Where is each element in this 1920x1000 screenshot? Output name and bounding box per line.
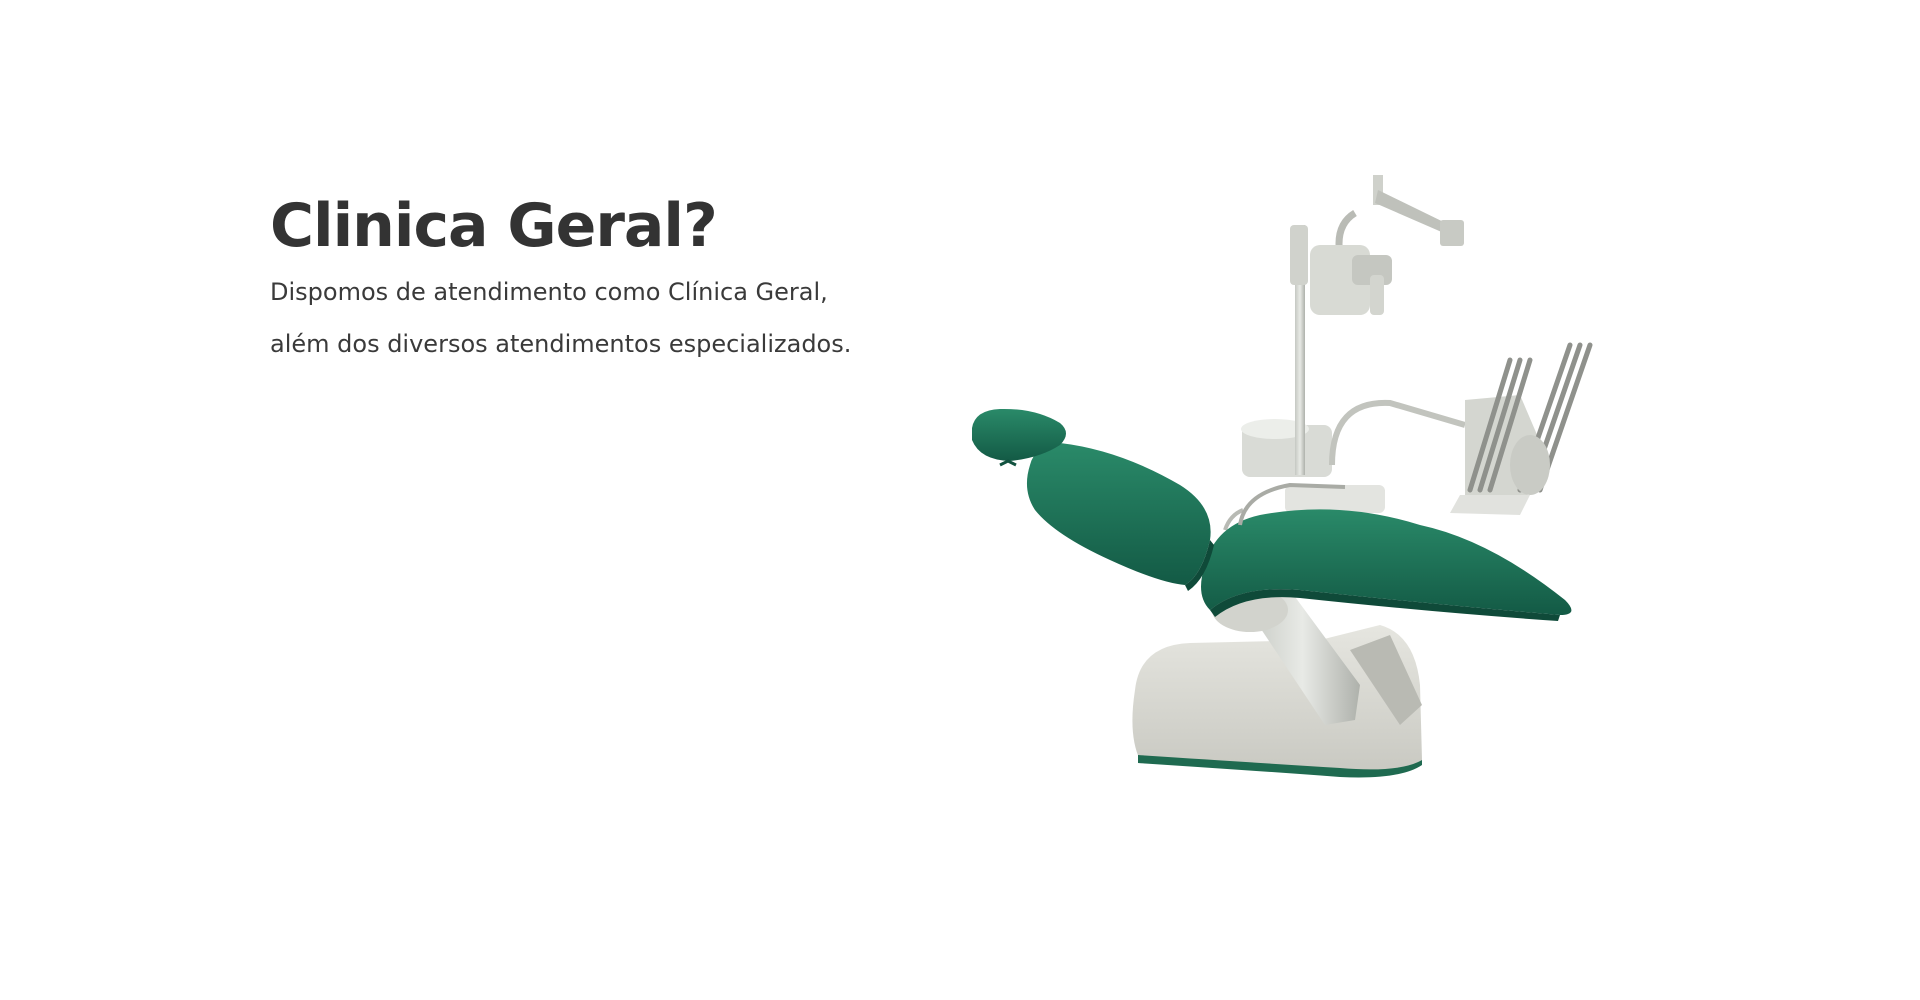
dental-chair-illustration [960,165,1660,785]
description-line-1: Dispomos de atendimento como Clínica Geral, [270,278,828,306]
dental-chair-image [960,165,1660,785]
chair-backrest [1027,443,1214,591]
section-title: Clinica Geral? [270,191,717,261]
instrument-tray [1450,345,1590,515]
dental-light [1310,175,1464,315]
content-text-block [270,186,970,370]
description-line-2: além dos diversos atendimentos especializados. [270,330,852,358]
instrument-hose [1332,403,1465,465]
section-description [270,266,970,370]
